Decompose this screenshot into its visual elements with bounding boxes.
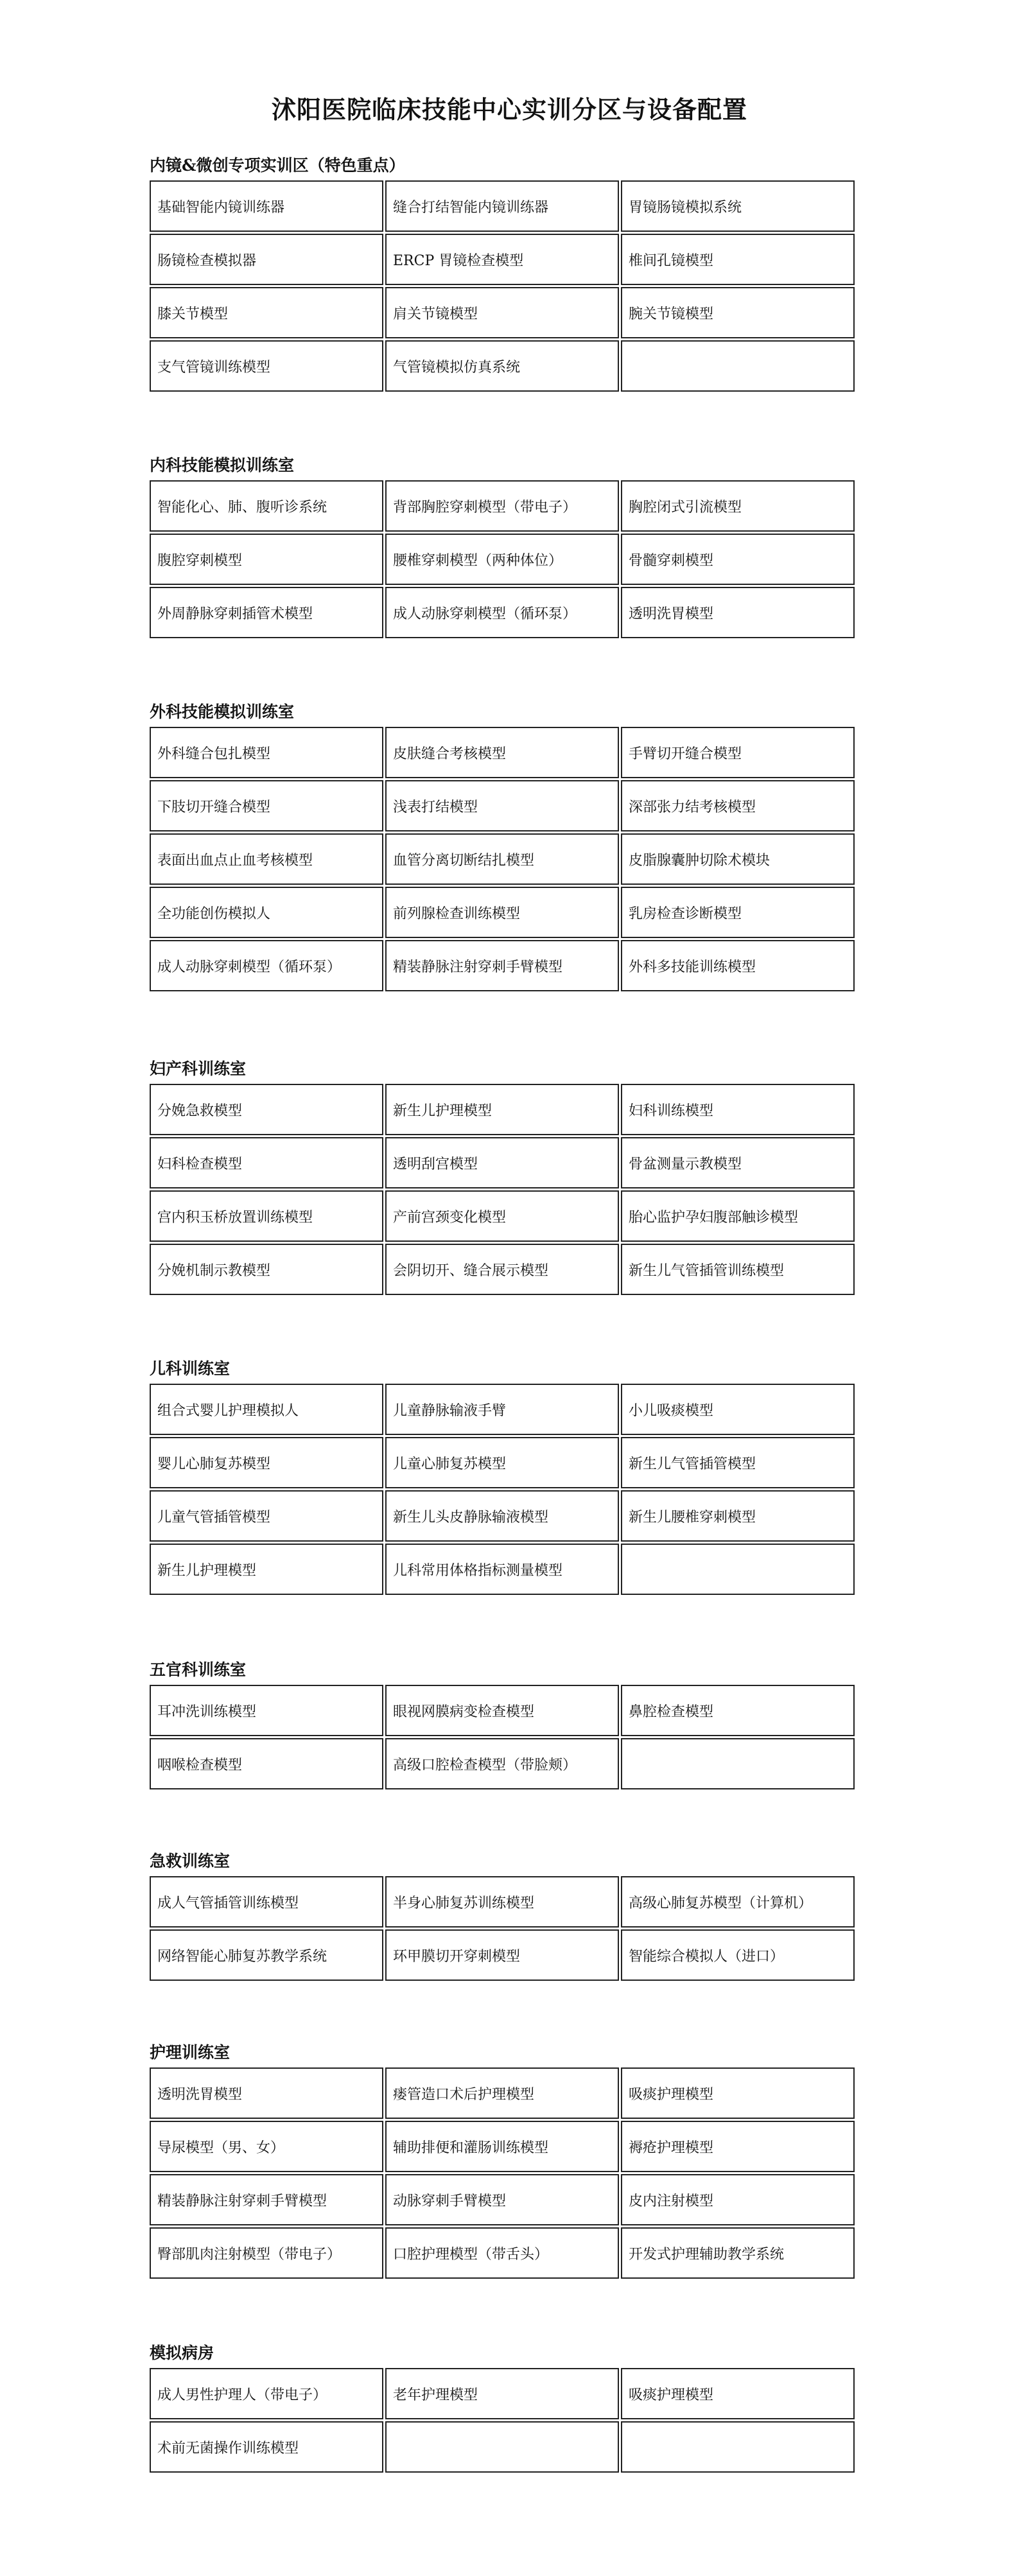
table-row — [150, 587, 855, 638]
equipment-table — [148, 725, 857, 993]
equipment-cell: 肠镜检查模拟器 — [150, 234, 383, 285]
equipment-cell: 智能综合模拟人（进口） — [621, 1929, 855, 1981]
table-row — [150, 234, 855, 285]
table-row — [150, 1929, 855, 1981]
equipment-cell: 眼视网膜病变检查模型 — [385, 1685, 619, 1736]
equipment-cell: 肩关节镜模型 — [385, 287, 619, 338]
equipment-cell: 腕关节镜模型 — [621, 287, 855, 338]
section-title: 妇产科训练室 — [150, 1059, 247, 1078]
equipment-cell: 血管分离切断结扎模型 — [385, 833, 619, 885]
equipment-cell: 分娩机制示教模型 — [150, 1244, 383, 1295]
equipment-cell: 成人动脉穿刺模型（循环泵） — [385, 587, 619, 638]
table-row — [150, 2067, 855, 2119]
equipment-cell: 术前无菌操作训练模型 — [150, 2421, 383, 2473]
table-row — [150, 2421, 855, 2473]
equipment-cell: 耳冲洗训练模型 — [150, 1685, 383, 1736]
equipment-cell: 成人男性护理人（带电子） — [150, 2368, 383, 2419]
equipment-cell: 前列腺检查训练模型 — [385, 887, 619, 938]
equipment-cell: 深部张力结考核模型 — [621, 780, 855, 831]
equipment-cell: 吸痰护理模型 — [621, 2067, 855, 2119]
equipment-cell: 新生儿气管插管模型 — [621, 1437, 855, 1488]
equipment-cell: 高级心肺复苏模型（计算机） — [621, 1876, 855, 1928]
equipment-table — [148, 1082, 857, 1297]
table-row — [150, 1685, 855, 1736]
table-row — [150, 480, 855, 532]
equipment-cell: 外周静脉穿刺插管术模型 — [150, 587, 383, 638]
equipment-cell: 透明刮宫模型 — [385, 1137, 619, 1188]
equipment-cell: 浅表打结模型 — [385, 780, 619, 831]
table-row — [150, 887, 855, 938]
section-4 — [150, 1056, 857, 1297]
equipment-cell: 辅助排便和灌肠训练模型 — [385, 2121, 619, 2172]
equipment-cell: 高级口腔检查模型（带脸颊） — [385, 1738, 619, 1789]
equipment-cell: 手臂切开缝合模型 — [621, 727, 855, 778]
equipment-cell: 缝合打结智能内镜训练器 — [385, 180, 619, 232]
section-9 — [150, 2340, 857, 2475]
equipment-cell: 老年护理模型 — [385, 2368, 619, 2419]
equipment-cell: 小儿吸痰模型 — [621, 1384, 855, 1435]
table-row — [150, 727, 855, 778]
table-row — [150, 1190, 855, 1242]
equipment-cell: 网络智能心肺复苏教学系统 — [150, 1929, 383, 1981]
table-row — [150, 534, 855, 585]
section-title: 儿科训练室 — [150, 1359, 231, 1378]
empty-cell — [621, 340, 855, 392]
equipment-cell: 导尿模型（男、女） — [150, 2121, 383, 2172]
equipment-cell: 新生儿头皮静脉输液模型 — [385, 1490, 619, 1542]
equipment-cell: 瘘管造口术后护理模型 — [385, 2067, 619, 2119]
empty-cell — [621, 1738, 855, 1789]
equipment-cell: 全功能创伤模拟人 — [150, 887, 383, 938]
equipment-cell: 背部胸腔穿刺模型（带电子） — [385, 480, 619, 532]
equipment-cell: 腰椎穿刺模型（两种体位） — [385, 534, 619, 585]
equipment-cell: 外科多技能训练模型 — [621, 940, 855, 991]
equipment-cell: 儿童气管插管模型 — [150, 1490, 383, 1542]
table-row — [150, 2121, 855, 2172]
equipment-cell: 精装静脉注射穿刺手臂模型 — [385, 940, 619, 991]
equipment-cell: 开发式护理辅助教学系统 — [621, 2227, 855, 2279]
equipment-table — [148, 1382, 857, 1597]
equipment-cell: 乳房检查诊断模型 — [621, 887, 855, 938]
section-title: 护理训练室 — [150, 2043, 231, 2062]
section-title: 外科技能模拟训练室 — [150, 702, 295, 721]
section-3 — [150, 699, 857, 993]
section-8 — [150, 2040, 857, 2281]
equipment-cell: 皮肤缝合考核模型 — [385, 727, 619, 778]
equipment-cell: 表面出血点止血考核模型 — [150, 833, 383, 885]
section-2 — [150, 453, 857, 640]
table-row — [150, 1490, 855, 1542]
equipment-cell: 外科缝合包扎模型 — [150, 727, 383, 778]
equipment-cell: 透明洗胃模型 — [621, 587, 855, 638]
equipment-cell: 儿童静脉输液手臂 — [385, 1384, 619, 1435]
table-row — [150, 833, 855, 885]
equipment-cell: 椎间孔镜模型 — [621, 234, 855, 285]
equipment-cell: 皮内注射模型 — [621, 2174, 855, 2225]
equipment-table — [148, 478, 857, 640]
table-row — [150, 940, 855, 991]
equipment-cell: 吸痰护理模型 — [621, 2368, 855, 2419]
empty-cell — [385, 2421, 619, 2473]
equipment-cell: 会阴切开、缝合展示模型 — [385, 1244, 619, 1295]
section-5 — [150, 1356, 857, 1597]
equipment-cell: 胎心监护孕妇腹部触诊模型 — [621, 1190, 855, 1242]
section-title: 内镜&微创专项实训区（特色重点） — [150, 156, 405, 175]
equipment-cell: 褥疮护理模型 — [621, 2121, 855, 2172]
equipment-cell: 智能化心、肺、腹听诊系统 — [150, 480, 383, 532]
equipment-cell: 鼻腔检查模型 — [621, 1685, 855, 1736]
equipment-cell: 成人动脉穿刺模型（循环泵） — [150, 940, 383, 991]
empty-cell — [621, 1544, 855, 1595]
equipment-cell: 皮脂腺囊肿切除术模块 — [621, 833, 855, 885]
table-row — [150, 1384, 855, 1435]
equipment-cell: 支气管镜训练模型 — [150, 340, 383, 392]
table-row — [150, 340, 855, 392]
equipment-cell: 半身心肺复苏训练模型 — [385, 1876, 619, 1928]
equipment-cell: 妇科训练模型 — [621, 1084, 855, 1135]
equipment-cell: 儿科常用体格指标测量模型 — [385, 1544, 619, 1595]
equipment-cell: 婴儿心肺复苏模型 — [150, 1437, 383, 1488]
table-row — [150, 780, 855, 831]
equipment-cell: 骨盆测量示教模型 — [621, 1137, 855, 1188]
equipment-table — [148, 1683, 857, 1791]
equipment-cell: 新生儿护理模型 — [150, 1544, 383, 1595]
equipment-cell: 精装静脉注射穿刺手臂模型 — [150, 2174, 383, 2225]
table-row — [150, 1437, 855, 1488]
table-row — [150, 1876, 855, 1928]
equipment-table — [148, 178, 857, 394]
table-row — [150, 1738, 855, 1789]
equipment-cell: 基础智能内镜训练器 — [150, 180, 383, 232]
equipment-cell: 新生儿腰椎穿刺模型 — [621, 1490, 855, 1542]
table-row — [150, 287, 855, 338]
section-6 — [150, 1657, 857, 1791]
equipment-cell: 膝关节模型 — [150, 287, 383, 338]
section-title: 五官科训练室 — [150, 1660, 247, 1679]
equipment-cell: 气管镜模拟仿真系统 — [385, 340, 619, 392]
table-row — [150, 2174, 855, 2225]
equipment-cell: 透明洗胃模型 — [150, 2067, 383, 2119]
equipment-cell: 新生儿气管插管训练模型 — [621, 1244, 855, 1295]
equipment-cell: 腹腔穿刺模型 — [150, 534, 383, 585]
equipment-cell: 下肢切开缝合模型 — [150, 780, 383, 831]
section-7 — [150, 1849, 857, 1983]
equipment-cell: 产前宫颈变化模型 — [385, 1190, 619, 1242]
page-title: 沭阳医院临床技能中心实训分区与设备配置 — [271, 95, 747, 124]
equipment-cell: 分娩急救模型 — [150, 1084, 383, 1135]
empty-cell — [621, 2421, 855, 2473]
equipment-cell: 成人气管插管训练模型 — [150, 1876, 383, 1928]
table-row — [150, 2368, 855, 2419]
equipment-table — [148, 2066, 857, 2281]
table-row — [150, 2227, 855, 2279]
equipment-cell: 新生儿护理模型 — [385, 1084, 619, 1135]
equipment-cell: 口腔护理模型（带舌头） — [385, 2227, 619, 2279]
equipment-cell: 动脉穿刺手臂模型 — [385, 2174, 619, 2225]
section-title: 急救训练室 — [150, 1852, 231, 1870]
table-row — [150, 1137, 855, 1188]
section-title: 模拟病房 — [150, 2344, 214, 2362]
equipment-cell: 骨髓穿刺模型 — [621, 534, 855, 585]
equipment-cell: 环甲膜切开穿刺模型 — [385, 1929, 619, 1981]
section-1 — [150, 153, 857, 394]
equipment-cell: ERCP 胃镜检查模型 — [385, 234, 619, 285]
equipment-cell: 妇科检查模型 — [150, 1137, 383, 1188]
equipment-cell: 胃镜肠镜模拟系统 — [621, 180, 855, 232]
equipment-table — [148, 2366, 857, 2475]
table-row — [150, 1244, 855, 1295]
equipment-cell: 儿童心肺复苏模型 — [385, 1437, 619, 1488]
equipment-cell: 组合式婴儿护理模拟人 — [150, 1384, 383, 1435]
table-row — [150, 180, 855, 232]
section-title: 内科技能模拟训练室 — [150, 456, 295, 474]
table-row — [150, 1544, 855, 1595]
table-row — [150, 1084, 855, 1135]
equipment-cell: 宫内积玉桥放置训练模型 — [150, 1190, 383, 1242]
equipment-cell: 臀部肌肉注射模型（带电子） — [150, 2227, 383, 2279]
equipment-cell: 咽喉检查模型 — [150, 1738, 383, 1789]
equipment-table — [148, 1874, 857, 1983]
equipment-cell: 胸腔闭式引流模型 — [621, 480, 855, 532]
